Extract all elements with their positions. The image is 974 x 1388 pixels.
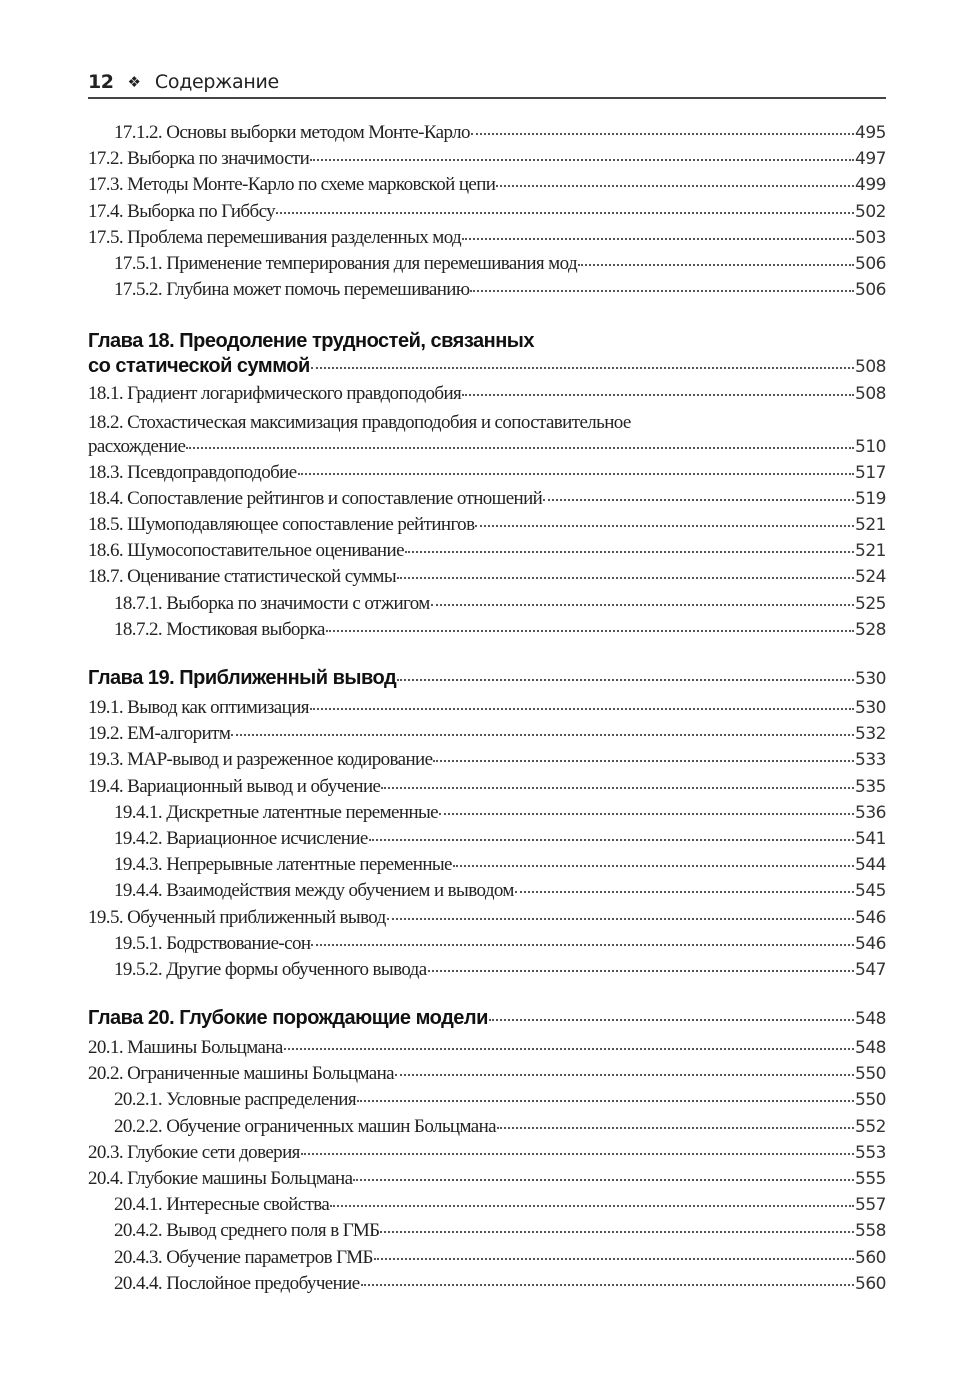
leader-dots xyxy=(381,787,854,789)
toc-entry-page: 547 xyxy=(855,959,886,980)
toc-entry[interactable] xyxy=(88,1116,886,1142)
toc-entry[interactable] xyxy=(88,253,886,279)
chapter-title: Глава 19. Приближенный вывод xyxy=(88,667,397,689)
toc-entry-page: 503 xyxy=(855,227,886,248)
toc-entry-page: 525 xyxy=(855,593,886,614)
toc-entry[interactable] xyxy=(88,122,886,148)
leader-dots xyxy=(311,367,854,369)
leader-dots xyxy=(397,577,854,579)
toc-entry-page: 560 xyxy=(855,1247,886,1268)
toc-entry[interactable] xyxy=(88,1273,886,1299)
toc-entry-label: 17.3. Методы Монте-Карло по схеме марковской цепи xyxy=(88,174,496,196)
toc-entry-page: 506 xyxy=(855,280,886,301)
toc-entry-label: 19.5. Обученный приближенный вывод xyxy=(88,906,386,928)
toc-entry-page: 532 xyxy=(855,724,886,745)
toc-entry-page: 552 xyxy=(855,1116,886,1137)
toc-entry-page: 546 xyxy=(855,933,886,954)
leader-dots xyxy=(475,525,854,527)
toc-entry[interactable] xyxy=(88,201,886,227)
toc-entry[interactable] xyxy=(88,697,886,723)
toc-entry-label: 20.4. Глубокие машины Больцмана xyxy=(88,1168,353,1189)
toc-entry-label: 18.4. Сопоставление рейтингов и сопоставление отношений xyxy=(88,487,543,509)
section-title: Содержание xyxy=(154,71,279,93)
toc-entry-label: 20.2. Ограниченные машины Больцмана xyxy=(88,1063,395,1085)
leader-dots xyxy=(310,159,854,161)
leader-dots xyxy=(462,394,854,396)
toc-entry-page: 530 xyxy=(855,698,886,718)
toc-entry-label: 19.4.4. Взаимодействия между обучением и выводом xyxy=(114,880,514,902)
toc-entry[interactable] xyxy=(88,1063,886,1089)
toc-entry-page: 536 xyxy=(855,802,886,823)
toc-entry-page: 535 xyxy=(855,776,886,797)
running-head xyxy=(88,68,886,96)
page-number: 12 xyxy=(88,71,114,93)
leader-dots xyxy=(453,865,854,867)
leader-dots xyxy=(433,760,854,762)
toc-entry[interactable] xyxy=(88,802,886,828)
chapter-page: 530 xyxy=(855,669,886,689)
leader-dots xyxy=(284,1048,854,1050)
toc-entry-label: 20.4.3. Обучение параметров ГМБ xyxy=(114,1246,373,1268)
toc-entry[interactable] xyxy=(88,959,886,985)
leader-dots xyxy=(489,1019,854,1021)
toc-entry-label: 20.4.2. Вывод среднего поля в ГМБ xyxy=(114,1220,380,1242)
leader-dots xyxy=(471,133,854,135)
toc-entry[interactable] xyxy=(88,279,886,305)
toc-entry-page: 560 xyxy=(855,1273,886,1294)
chapter-title: Глава 20. Глубокие порождающие модели xyxy=(88,1007,488,1030)
toc-entry[interactable] xyxy=(88,227,886,253)
ornament-icon: ❖ xyxy=(127,73,141,91)
toc-entry[interactable] xyxy=(88,749,886,775)
toc-entry-label: 18.7. Оценивание статистической суммы xyxy=(88,566,396,588)
chapter-title-line1: Глава 18. Преодоление трудностей, связанных xyxy=(88,330,534,353)
leader-dots xyxy=(515,891,854,893)
leader-dots xyxy=(357,1100,854,1102)
chapter-19 xyxy=(88,667,886,697)
toc-entry-page: 553 xyxy=(855,1142,886,1163)
toc-entry-label: 20.4.4. Послойное предобучение xyxy=(114,1272,360,1294)
leader-dots xyxy=(310,708,854,710)
toc-entry-page: 508 xyxy=(855,384,886,405)
toc-entry-label: 18.5. Шумоподавляющее сопоставление рейтингов xyxy=(88,514,475,536)
toc-entry[interactable] xyxy=(88,1194,886,1220)
toc-entry-label: 20.3. Глубокие сети доверия xyxy=(88,1141,300,1163)
toc-entry[interactable] xyxy=(88,828,886,854)
toc-entry-label: 20.2.1. Условные распределения xyxy=(114,1089,356,1111)
toc-entry-label: 18.3. Псевдоправдоподобие xyxy=(88,461,297,483)
toc-entry[interactable] xyxy=(88,1089,886,1115)
toc-entry-label: 17.5. Проблема перемешивания разделенных мод xyxy=(88,226,462,248)
leader-dots xyxy=(311,944,854,946)
toc-entry-label: 17.1.2. Основы выборки методом Монте-Карло xyxy=(114,122,470,143)
toc-entry[interactable] xyxy=(88,854,886,880)
chapter-20 xyxy=(88,1007,886,1037)
toc-entry-page: 524 xyxy=(855,567,886,588)
toc-entry-label: 17.2. Выборка по значимости xyxy=(88,148,310,170)
toc-entry-label: 19.4.3. Непрерывные латентные переменные xyxy=(114,854,452,876)
toc-entry[interactable] xyxy=(88,410,886,462)
toc-entry[interactable] xyxy=(88,566,886,592)
toc-entry-label: 19.2. EM-алгоритм xyxy=(88,723,231,745)
toc-entry-label: 19.1. Вывод как оптимизация xyxy=(88,697,309,718)
leader-dots xyxy=(276,212,854,214)
toc-entry-label: 17.5.1. Применение темперирования для перемешивания мод xyxy=(114,252,578,274)
toc-entry-page: 528 xyxy=(855,619,886,640)
toc-entry[interactable] xyxy=(88,462,886,488)
chapter-page: 508 xyxy=(855,357,886,378)
toc-entry-page: 495 xyxy=(855,123,886,143)
leader-dots xyxy=(462,238,854,240)
leader-dots xyxy=(543,499,854,501)
toc-entry-label: 17.4. Выборка по Гиббсу xyxy=(88,200,276,222)
toc-entry-page: 558 xyxy=(855,1221,886,1242)
toc-entry-label: 18.1. Градиент логарифмического правдоподобия xyxy=(88,383,462,405)
toc-entry[interactable] xyxy=(88,540,886,566)
toc-entry-label-line2: расхождение xyxy=(88,435,186,457)
toc-entry-page: 521 xyxy=(855,541,886,562)
leader-dots xyxy=(380,1231,854,1233)
toc-entry[interactable] xyxy=(88,907,886,933)
leader-dots xyxy=(374,1258,854,1260)
chapter-title-line2: со статической суммой xyxy=(88,355,310,378)
toc-entry-page: 545 xyxy=(855,881,886,902)
toc-entry-page: 555 xyxy=(855,1169,886,1189)
toc-entry[interactable] xyxy=(88,1168,886,1194)
leader-dots xyxy=(397,679,854,681)
leader-dots xyxy=(361,1284,854,1286)
leader-dots xyxy=(326,630,854,632)
toc-entry-page: 541 xyxy=(855,828,886,849)
toc-entry-label: 18.7.1. Выборка по значимости с отжигом xyxy=(114,592,430,614)
leader-dots xyxy=(428,970,854,972)
toc-entry-page: 546 xyxy=(855,907,886,928)
toc-entry-label: 19.3. MAP-вывод и разреженное кодирование xyxy=(88,749,433,771)
toc-entry[interactable] xyxy=(88,1142,886,1168)
toc-entry-page: 548 xyxy=(855,1038,886,1059)
leader-dots xyxy=(330,1205,854,1207)
leader-dots xyxy=(298,473,854,475)
toc-entry-label: 20.4.1. Интересные свойства xyxy=(114,1194,330,1216)
toc-entry[interactable] xyxy=(88,148,886,174)
toc-entry[interactable] xyxy=(88,488,886,514)
leader-dots xyxy=(470,290,854,292)
leader-dots xyxy=(439,813,854,815)
leader-dots xyxy=(301,1153,854,1155)
header-rule xyxy=(88,97,886,99)
toc-entry-label: 19.4.1. Дискретные латентные переменные xyxy=(114,801,439,823)
toc-entry[interactable] xyxy=(88,933,886,959)
toc-entry-page: 506 xyxy=(855,253,886,274)
leader-dots xyxy=(231,734,854,736)
toc-entry[interactable] xyxy=(88,514,886,540)
toc-entry[interactable] xyxy=(88,1247,886,1273)
chapter-page: 548 xyxy=(855,1009,886,1030)
toc-entry-page: 497 xyxy=(855,149,886,170)
leader-dots xyxy=(431,604,854,606)
toc-entry-page: 510 xyxy=(855,436,886,457)
toc-entry-label: 19.5.1. Бодрствование-сон xyxy=(114,932,311,954)
toc-entry[interactable] xyxy=(88,593,886,619)
toc-entry[interactable] xyxy=(88,383,886,409)
toc-entry[interactable] xyxy=(88,174,886,200)
toc-entry[interactable] xyxy=(88,723,886,749)
leader-dots xyxy=(387,918,854,920)
chapter-heading[interactable] xyxy=(88,1007,886,1037)
toc-entry-label-line1: 18.2. Стохастическая максимизация правдоподобия и сопоставительное xyxy=(88,411,631,433)
leader-dots xyxy=(496,185,854,187)
chapter-heading[interactable] xyxy=(88,327,886,383)
toc-entry[interactable] xyxy=(88,1037,886,1063)
leader-dots xyxy=(369,839,854,841)
toc-entry[interactable] xyxy=(88,619,886,645)
toc-entry-page: 517 xyxy=(855,462,886,483)
toc-entry-page: 550 xyxy=(855,1064,886,1085)
toc-entry-label: 17.5.2. Глубина может помочь перемешиванию xyxy=(114,279,470,301)
toc-entry-page: 533 xyxy=(855,750,886,771)
leader-dots xyxy=(395,1074,854,1076)
toc-entry-label: 18.6. Шумосопоставительное оценивание xyxy=(88,540,404,562)
toc-entry-label: 18.7.2. Мостиковая выборка xyxy=(114,618,325,640)
toc-entry[interactable] xyxy=(88,1220,886,1246)
leader-dots xyxy=(353,1179,854,1181)
toc-entry-page: 521 xyxy=(855,515,886,536)
toc-entry-page: 519 xyxy=(855,488,886,509)
leader-dots xyxy=(497,1127,854,1129)
toc-entry-label: 19.5.2. Другие формы обученного вывода xyxy=(114,958,427,980)
leader-dots xyxy=(578,264,854,266)
toc-entry-label: 20.2.2. Обучение ограниченных машин Больцмана xyxy=(114,1115,497,1137)
leader-dots xyxy=(186,447,854,449)
toc-entry-page: 557 xyxy=(855,1195,886,1216)
table-of-contents xyxy=(88,122,886,1299)
leader-dots xyxy=(405,551,854,553)
toc-entry-label: 19.4. Вариационный вывод и обучение xyxy=(88,775,381,797)
toc-entry-label: 19.4.2. Вариационное исчисление xyxy=(114,827,368,849)
chapter-heading[interactable] xyxy=(88,667,886,697)
toc-entry-page: 550 xyxy=(855,1090,886,1111)
toc-entry-label: 20.1. Машины Больцмана xyxy=(88,1037,283,1059)
toc-entry[interactable] xyxy=(88,776,886,802)
toc-entry-page: 544 xyxy=(855,855,886,876)
toc-entry[interactable] xyxy=(88,880,886,906)
toc-entry-page: 502 xyxy=(855,201,886,222)
chapter-18 xyxy=(88,327,886,383)
toc-entry-page: 499 xyxy=(855,175,886,196)
